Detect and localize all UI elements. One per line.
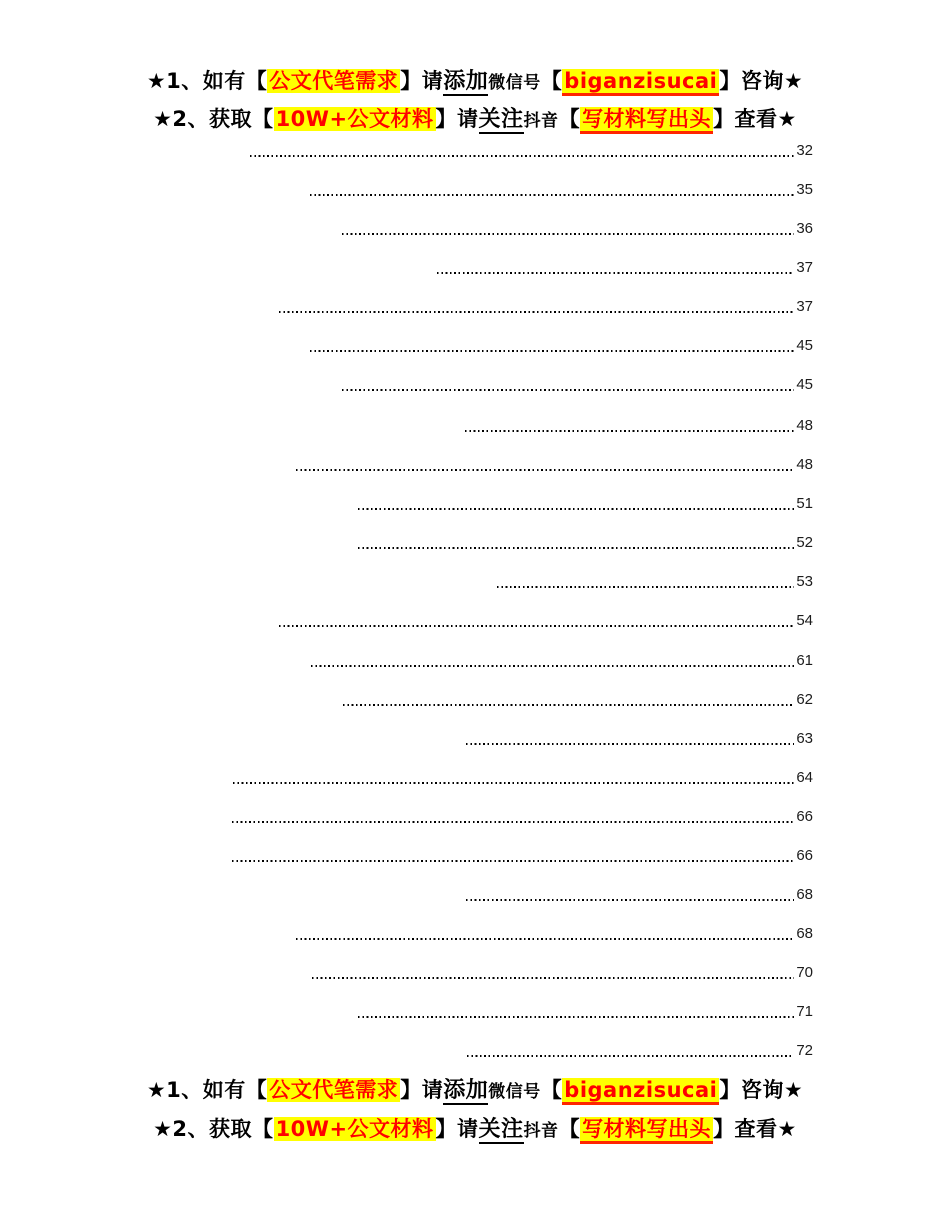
promo-highlight-account: 写材料写出头 [580,1117,713,1144]
toc-entry[interactable] [279,296,813,314]
toc-page-number: 72 [796,1042,813,1059]
promo-suffix: 】查看★ [713,1117,797,1141]
promo-highlight-account: biganzisucai [562,1078,719,1105]
footer-promo-line-2 [0,1112,950,1143]
promo-bracket: 【 [558,1117,581,1141]
toc-dotted-leader [296,469,794,471]
toc-page-number: 68 [796,886,813,903]
promo-suffix: 】查看★ [713,107,797,131]
toc-entry[interactable] [296,923,813,941]
toc-entry[interactable] [296,454,813,472]
toc-dotted-leader [342,233,794,235]
toc-entry[interactable] [233,767,813,785]
toc-dotted-leader [312,977,794,979]
toc-page-number: 48 [796,417,813,434]
toc-page-number: 54 [796,612,813,629]
promo-platform-label: 微信号 [488,73,541,93]
toc-dotted-leader [467,1055,794,1057]
promo-underlined-action: 添加 [443,69,489,94]
toc-dotted-leader [296,938,794,940]
toc-dotted-leader [343,704,794,706]
promo-mid: 】请 [435,107,479,131]
promo-highlight-service: 10W+公文材料 [275,107,434,131]
toc-dotted-leader [342,389,794,391]
toc-page-number: 37 [796,298,813,315]
toc-page-number: 52 [796,534,813,551]
toc-entry[interactable] [466,884,813,902]
toc-page-number: 51 [796,495,813,512]
promo-underlined-action: 添加 [443,1078,489,1103]
promo-platform-label: 抖音 [523,1121,559,1141]
toc-entry[interactable] [437,257,813,275]
toc-dotted-leader [358,508,794,510]
promo-platform-label: 微信号 [488,1082,541,1102]
promo-highlight-account: 写材料写出头 [580,107,713,134]
toc-dotted-leader [310,194,794,196]
promo-prefix: ★2、获取【 [153,107,274,131]
toc-dotted-leader [279,311,794,313]
toc-entry[interactable] [358,532,813,550]
promo-mid: 】请 [400,1078,444,1102]
toc-dotted-leader [233,782,794,784]
promo-highlight-service: 公文代笔需求 [269,1078,399,1102]
toc-dotted-leader [279,625,794,627]
toc-entry[interactable] [232,806,813,824]
promo-highlight-service: 10W+公文材料 [275,1117,434,1141]
toc-entry[interactable] [232,845,813,863]
toc-entry[interactable] [310,179,813,197]
toc-entry[interactable] [250,140,813,158]
toc-page-number: 53 [796,573,813,590]
toc-entry[interactable] [467,1040,813,1058]
toc-page-number: 45 [796,337,813,354]
toc-dotted-leader [250,155,794,157]
toc-entry[interactable] [497,571,813,589]
promo-highlight-account: biganzisucai [562,69,719,96]
toc-dotted-leader [358,547,794,549]
toc-entry[interactable] [312,962,813,980]
toc-page-number: 66 [796,847,813,864]
toc-page-number: 62 [796,691,813,708]
toc-page-number: 37 [796,259,813,276]
toc-page-number: 32 [796,142,813,159]
toc-dotted-leader [232,860,794,862]
promo-bracket: 【 [540,1078,563,1102]
promo-platform-label: 抖音 [523,111,559,131]
toc-dotted-leader [310,350,794,352]
header-promo-line-2 [0,102,950,133]
toc-dotted-leader [497,586,794,588]
promo-underlined-action: 关注 [478,107,524,132]
promo-underlined-action: 关注 [478,1117,524,1142]
toc-page-number: 70 [796,964,813,981]
promo-mid: 】请 [435,1117,479,1141]
toc-page-number: 71 [796,1003,813,1020]
toc-entry[interactable] [466,728,813,746]
toc-entry[interactable] [311,650,813,668]
toc-entry[interactable] [310,335,813,353]
toc-page-number: 35 [796,181,813,198]
toc-entry[interactable] [358,493,813,511]
promo-highlight-service: 公文代笔需求 [269,69,399,93]
toc-entry[interactable] [342,374,813,392]
toc-dotted-leader [232,821,794,823]
toc-entry[interactable] [279,610,813,628]
footer-promo-line-1 [0,1073,950,1104]
toc-page-number: 36 [796,220,813,237]
promo-prefix: ★1、如有【 [146,69,268,93]
toc-entry[interactable] [358,1001,813,1019]
promo-suffix: 】咨询★ [719,69,804,93]
toc-dotted-leader [358,1016,794,1018]
toc-page-number: 61 [796,652,813,669]
toc-dotted-leader [466,899,794,901]
toc-dotted-leader [466,743,794,745]
promo-prefix: ★2、获取【 [153,1117,274,1141]
promo-suffix: 】咨询★ [719,1078,804,1102]
promo-bracket: 【 [540,69,563,93]
promo-prefix: ★1、如有【 [146,1078,268,1102]
toc-dotted-leader [465,430,794,432]
header-promo-line-1 [0,64,950,95]
toc-page-number: 64 [796,769,813,786]
promo-mid: 】请 [400,69,444,93]
toc-page-number: 45 [796,376,813,393]
toc-entry[interactable] [342,218,813,236]
toc-page-number: 66 [796,808,813,825]
toc-dotted-leader [311,665,794,667]
toc-page-number: 48 [796,456,813,473]
toc-page-number: 68 [796,925,813,942]
toc-entry[interactable] [343,689,813,707]
toc-dotted-leader [437,272,794,274]
toc-entry[interactable] [465,415,813,433]
promo-bracket: 【 [558,107,581,131]
toc-page-number: 63 [796,730,813,747]
